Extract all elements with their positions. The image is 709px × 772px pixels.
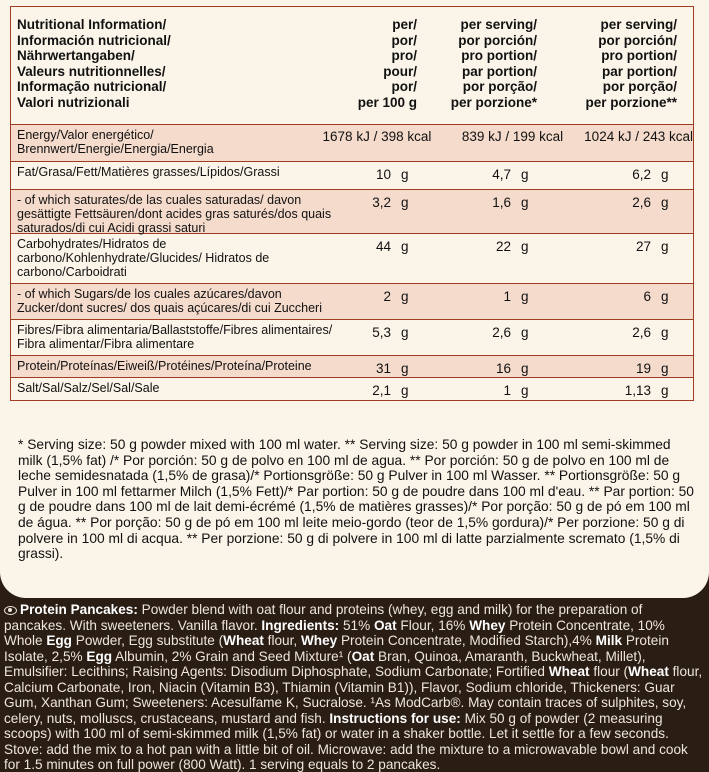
product-title: Protein Pancakes: [20, 602, 138, 617]
row-value [417, 190, 537, 233]
row-number: 2,6 [632, 325, 651, 340]
row-unit: g [401, 383, 409, 398]
header-per-100g: per/ por/ pro/ pour/ por/ per 100 g [357, 17, 417, 110]
row-label: Protein/Proteínas/Eiweiß/Protéines/Proteína/Proteine [17, 359, 312, 373]
row-value [537, 378, 677, 400]
allergen: Whey [300, 633, 338, 648]
header-label [11, 7, 339, 124]
row-value [339, 378, 417, 400]
header-label-line: Información nutricional/ [17, 32, 171, 48]
row-unit: g [521, 361, 529, 376]
row-unit: g [521, 383, 529, 398]
row-value [417, 378, 537, 400]
row-value [417, 320, 537, 355]
row-unit: g [661, 167, 669, 182]
row-number: 19 [635, 361, 651, 376]
row-value [417, 284, 537, 319]
row-number: 2,6 [492, 325, 511, 340]
row-value [339, 320, 417, 355]
header-label-line: Valori nutrizionali [17, 94, 130, 110]
allergen: Oat [351, 648, 375, 664]
row-label: - of which Sugars/de los cuales azúcares/davon Zucker/dont sucres/ dos quais açúcares/di cui Zuccheri [17, 287, 322, 315]
table-row [11, 284, 693, 320]
row-label: Carbohydrates/Hidratos de carbono/Kohlenhydrate/Glucides/ Hidratos de carbono/Carboidrati [17, 237, 270, 279]
eye-icon [4, 606, 17, 615]
row-value [339, 284, 417, 319]
row-value [417, 234, 537, 283]
table-row-energy [11, 125, 693, 162]
header-label-line: Nährwertangaben/ [17, 48, 135, 64]
row-number: 2 [383, 289, 391, 304]
row-value [537, 190, 677, 233]
row-number: 3,2 [372, 195, 391, 210]
header-label-line: Nutritional Information/ [17, 17, 167, 32]
row-label: - of which saturates/de las cuales saturadas/ davon gesättigte Fettsäuren/dont acides gras saturés/dos quais saturados/di cui Acidi grassi saturi [17, 193, 332, 235]
row-unit: g [401, 195, 409, 210]
row-unit: g [521, 239, 529, 254]
row-unit: g [661, 361, 669, 376]
row-unit: g [521, 289, 529, 304]
header-label-line: Informação nutricional/ [17, 79, 167, 95]
ingredients-label: Ingredients: [261, 617, 340, 633]
nutrition-table [10, 6, 694, 401]
row-value [537, 356, 677, 377]
row-value [417, 356, 537, 377]
ingredients-text: Protein Pancakes: Powder blend with oat flour and proteins (whey, egg and milk) for the preparation of pancakes. With sweeteners. Vanilla flavor. Ingredients: 51% Oat Flour, 16% Whey Protein Concentrate, 10% Whole Egg Powder, Egg substitute (Wheat flour, Whey Protein Concentrate, Modified Starch),4% Milk Protein Isolate, 2,5% Egg Albumin, 2% Grain and Seed Mixture¹ (Oat Bran, Quinoa, Amaranth, Buckwheat, Millet), Emulsifier: Lecithins; Raising Agents: Disodium Diphosphate, Sodium Carbonate; Fortified Wheat flour (Wheat flour, Calcium Carbonate, Iron, Niacin (Vitamin B3), Thiamin (Vitamin B1)), Flavor, Sodium chloride, Thickeners: Guar Gum, Xanthan Gum; Sweeteners: Acesulfame K, Sucralose. ¹As ModCarb®. May contain traces of sulphites, soy, celery, nuts, molluscs, crustaceans, mustard and fish. Instructions for use: Mix 50 g of powder (2 measuring scoops) with 100 ml of semi-skimmed milk (1,5% fat) or water in a shaker bottle. Let it settle for a few seconds. Stove: add the mix to a hot pan with a little bit of oil. Microwave: add the mixture to a microwavable bowl and cook for 1.5 minutes on full power (800 Watt). 1 serving equals to 2 pancakes. [4, 602, 703, 772]
row-number: 2,1 [372, 383, 391, 398]
row-number: 31 [375, 361, 391, 376]
row-label: Energy/Valor energético/ Brennwert/Energie/Energia/Energia [17, 128, 214, 156]
row-value [339, 162, 417, 189]
header-per-serving-milk: per serving/ por porción/ pro portion/ par portion/ por porção/ per porzione** [585, 17, 677, 110]
row-number: 27 [635, 239, 651, 254]
header-label-line: Valeurs nutritionnelles/ [17, 63, 166, 79]
row-number: 2,6 [632, 195, 651, 210]
row-unit: g [521, 195, 529, 210]
row-unit: g [401, 239, 409, 254]
row-value [537, 234, 677, 283]
row-value: 839 kJ / 199 kcal [461, 129, 564, 144]
row-value [339, 190, 417, 233]
nutrient-rows [11, 162, 693, 400]
row-value [339, 234, 417, 283]
allergen: Wheat [628, 664, 669, 679]
row-number: 44 [375, 239, 391, 254]
row-number: 1,6 [492, 195, 511, 210]
row-value [537, 162, 677, 189]
header-per-serving-water: per serving/ por porción/ pro portion/ par portion/ por porção/ per porzione* [450, 17, 537, 110]
allergen: Milk [595, 633, 623, 648]
row-number: 6,2 [632, 167, 651, 182]
allergen: Oat [373, 617, 397, 633]
row-number: 6 [643, 289, 651, 304]
table-row [11, 356, 693, 378]
row-number: 4,7 [492, 167, 511, 182]
row-value: 1678 kJ / 398 kcal [322, 129, 432, 144]
row-label: Fibres/Fibra alimentaria/Ballaststoffe/Fibres alimentaires/ Fibra alimentar/Fibra alimentare [17, 323, 333, 351]
row-number: 1 [503, 383, 511, 398]
table-row [11, 190, 693, 234]
row-value [417, 162, 537, 189]
row-unit: g [401, 167, 409, 182]
row-number: 5,3 [372, 325, 391, 340]
allergen: Wheat [223, 633, 264, 648]
row-value [339, 356, 417, 377]
row-unit: g [661, 195, 669, 210]
row-unit: g [401, 325, 409, 340]
instructions-label: Instructions for use: [329, 710, 461, 726]
row-unit: g [661, 289, 669, 304]
row-label: Salt/Sal/Salz/Sel/Sal/Sale [17, 381, 160, 395]
table-row [11, 378, 693, 400]
row-number: 22 [495, 239, 511, 254]
row-unit: g [661, 325, 669, 340]
allergen: Wheat [548, 664, 590, 679]
row-unit: g [661, 383, 669, 398]
row-unit: g [521, 325, 529, 340]
table-row [11, 162, 693, 190]
row-number: 10 [375, 167, 391, 182]
allergen: Egg [86, 648, 113, 664]
row-number: 1 [503, 289, 511, 304]
row-number: 1,13 [624, 383, 651, 398]
table-row [11, 320, 693, 356]
row-unit: g [661, 239, 669, 254]
row-label: Fat/Grasa/Fett/Matières grasses/Lípidos/Grassi [17, 165, 280, 179]
allergen: Whey [469, 617, 506, 633]
row-value: 1024 kJ / 243 kcal [584, 129, 693, 144]
row-value [537, 320, 677, 355]
table-row [11, 234, 693, 284]
row-value [537, 284, 677, 319]
allergen: Egg [46, 633, 72, 648]
row-unit: g [521, 167, 529, 182]
row-unit: g [401, 361, 409, 376]
serving-footnote: * Serving size: 50 g powder mixed with 100 ml water. ** Serving size: 50 g powder in 100 ml semi-skimmed milk (1,5% fat) /* Por porción: 50 g de polvo en 100 ml de agua. ** Por porción: 50 g de polvo en 100 ml de leche semidesnatada (1,5% de grasa)/* Portionsgröße: 50 g Pulver in 100 ml Wasser. ** Portionsgröße: 50 g Pulver in 100 ml fettarmer Milch (1,5% Fett)/* Par portion: 50 g de poudre dans 100 ml d'eau. ** Par portion: 50 g de poudre dans 100 ml de lait demi-écrémé (1,5% de matières grasses)/* Por porção: 50 g de pó em 100 ml de água. ** Por porção: 50 g de pó em 100 ml leite meio-gordo (teor de 1,5% gordura)/* Per porzione: 50 g di polvere in 100 ml di acqua. ** Per porzione: 50 g di polvere in 100 ml di latte parzialmente scremato (1,5% di grassi). [18, 437, 694, 562]
table-header [11, 7, 693, 125]
row-number: 16 [495, 361, 511, 376]
row-unit: g [401, 289, 409, 304]
